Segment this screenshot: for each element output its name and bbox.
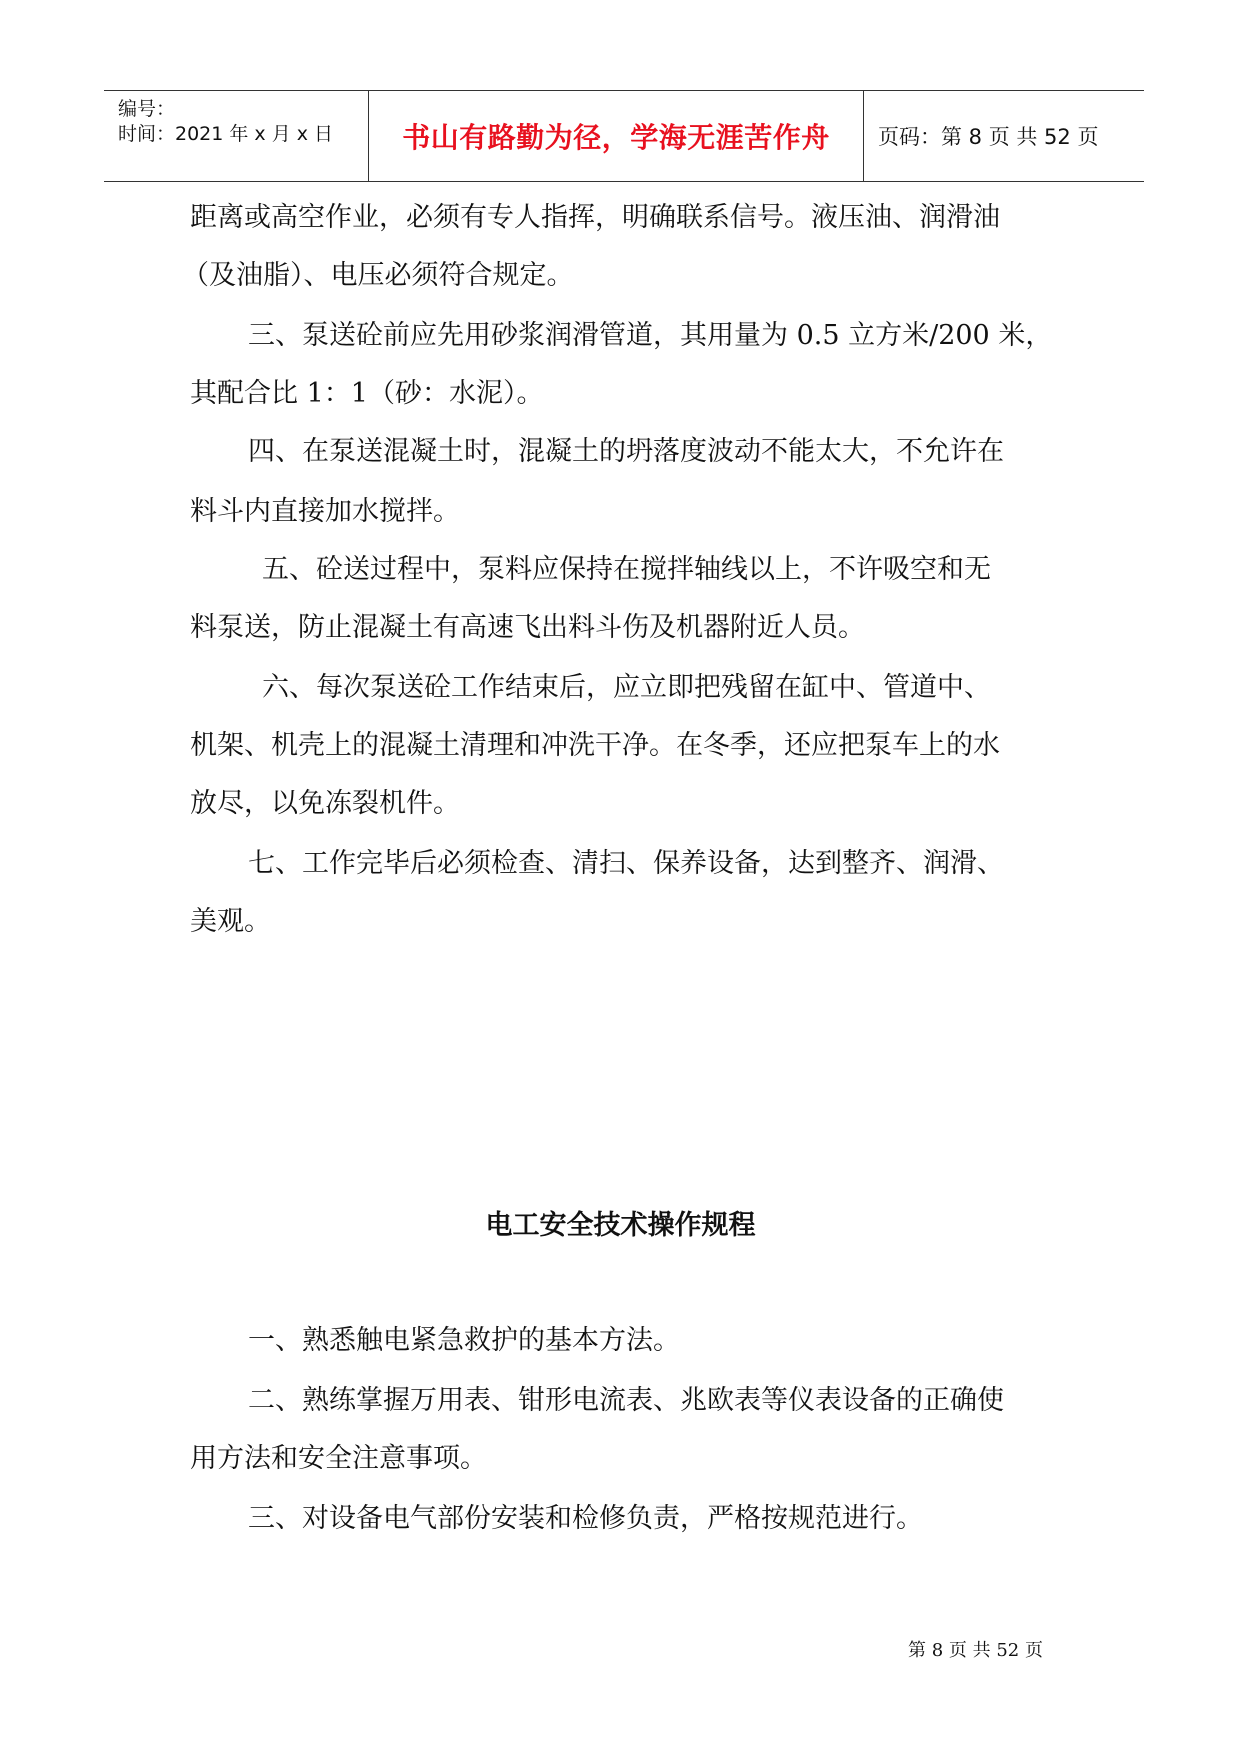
body-line-2: （及油脂）、电压必须符合规定。 [182,260,574,291]
section-title: 电工安全技术操作规程 [485,1210,756,1241]
section-line-3: 用方法和安全注意事项。 [190,1443,487,1474]
body-line-6: 料斗内直接加水搅拌。 [190,496,460,527]
body-line-3: 三、泵送砼前应先用砂浆润滑管道，其用量为 0.5 立方米/200 米， [248,320,1053,351]
section-line-2: 二、熟练掌握万用表、钳形电流表、兆欧表等仪表设备的正确使 [248,1385,1004,1416]
body-line-10: 机架、机壳上的混凝土清理和冲洗干净。在冬季，还应把泵车上的水 [190,730,1000,761]
body-line-13: 美观。 [190,906,271,937]
body-line-12: 七、工作完毕后必须检查、清扫、保养设备，达到整齐、润滑、 [248,848,1004,879]
page-header [104,90,1144,182]
body-line-7: 五、砼送过程中，泵料应保持在搅拌轴线以上，不许吸空和无 [262,554,991,585]
section-line-4: 三、对设备电气部份安装和检修负责，严格按规范进行。 [248,1503,923,1534]
header-meta [104,91,369,181]
section-line-1: 一、熟悉触电紧急救护的基本方法。 [248,1325,680,1356]
footer-page-number: 第 8 页 共 52 页 [908,1640,1043,1661]
body-line-8: 料泵送，防止混凝土有高速飞出料斗伤及机器附近人员。 [190,612,865,643]
body-line-9: 六、每次泵送砼工作结束后，应立即把残留在缸中、管道中、 [262,672,991,703]
document-number-label: 编号： [118,98,176,120]
body-line-11: 放尽，以免冻裂机件。 [190,788,460,819]
header-motto: 书山有路勤为径，学海无涯苦作舟 [402,121,830,154]
body-line-5: 四、在泵送混凝土时，混凝土的坍落度波动不能太大，不允许在 [248,436,1004,467]
document-date: 时间：2021 年 x 月 x 日 [118,123,334,145]
body-line-1: 距离或高空作业，必须有专人指挥，明确联系信号。液压油、润滑油 [190,202,1000,233]
header-page-info: 页码：第 8 页 共 52 页 [878,125,1099,149]
body-line-4: 其配合比 1：1（砂：水泥）。 [190,378,544,409]
header-motto-cell [369,91,864,181]
